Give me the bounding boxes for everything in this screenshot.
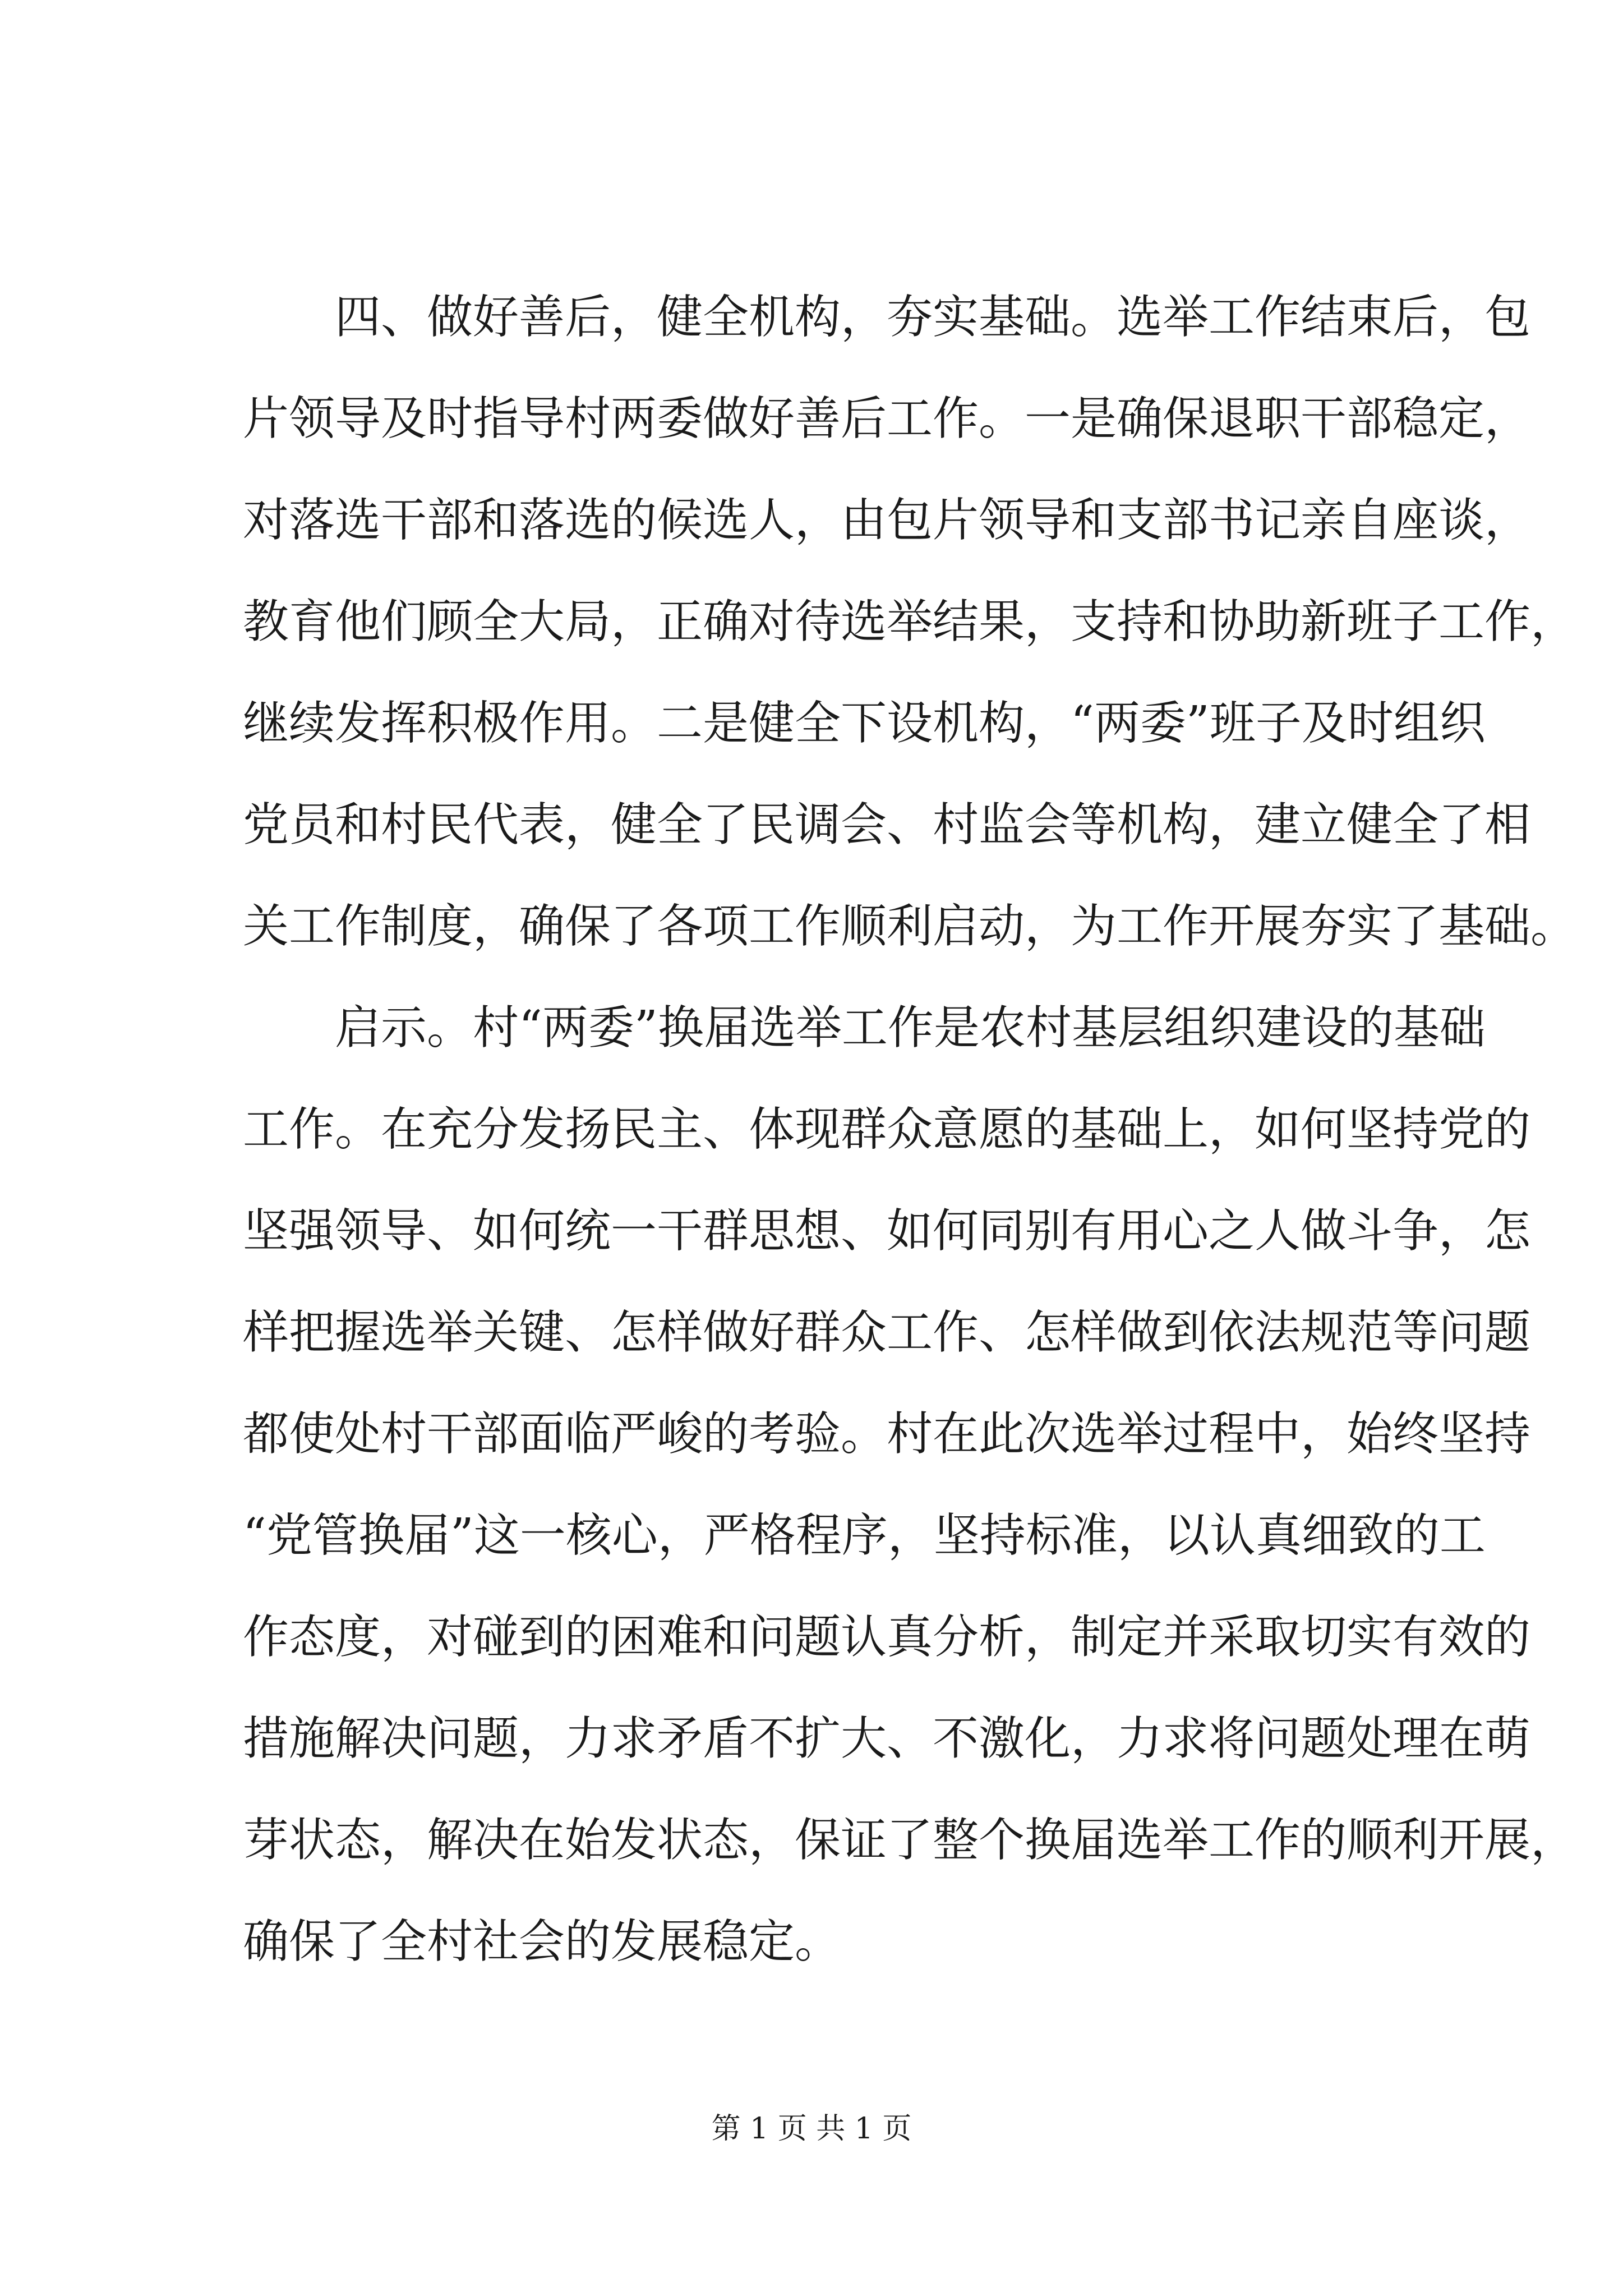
page-number-footer: 第 1 页 共 1 页 — [711, 2112, 912, 2146]
paragraph-2-line-1: 启示。村“两委”换届选举工作是农村基层组织建设的基础 — [335, 1001, 1486, 1055]
paragraph-2-line-6: “党管换届”这一核心，严格程序，坚持标准，以认真细致的工 — [243, 1509, 1486, 1562]
paragraph-1-line-5: 继续发挥积极作用。二是健全下设机构，“两委”班子及时组织 — [243, 697, 1486, 750]
paragraph-1-line-3: 对落选干部和落选的候选人，由包片领导和支部书记亲自座谈， — [243, 494, 1531, 547]
paragraph-1-line-7: 关工作制度，确保了各项工作顺利启动，为工作开展夯实了基础。 — [243, 900, 1577, 953]
paragraph-1-line-1: 四、做好善后，健全机构，夯实基础。选举工作结束后，包 — [335, 291, 1531, 344]
paragraph-1-line-2: 片领导及时指导村两委做好善后工作。一是确保退职干部稳定， — [243, 392, 1531, 445]
paragraph-2-line-4: 样把握选举关键、怎样做好群众工作、怎样做到依法规范等问题 — [243, 1306, 1531, 1359]
paragraph-1-line-4: 教育他们顾全大局，正确对待选举结果，支持和协助新班子工作， — [243, 595, 1577, 648]
paragraph-2-line-10: 确保了全村社会的发展稳定。 — [243, 1915, 841, 1968]
paragraph-2-line-2: 工作。在充分发扬民主、体现群众意愿的基础上，如何坚持党的 — [243, 1103, 1531, 1156]
paragraph-2-line-3: 坚强领导、如何统一干群思想、如何同别有用心之人做斗争，怎 — [243, 1204, 1531, 1258]
paragraph-2-line-5: 都使处村干部面临严峻的考验。村在此次选举过程中，始终坚持 — [243, 1407, 1531, 1461]
paragraph-1-line-6: 党员和村民代表，健全了民调会、村监会等机构，建立健全了相 — [243, 798, 1531, 852]
paragraph-2-line-7: 作态度，对碰到的困难和问题认真分析，制定并采取切实有效的 — [243, 1611, 1531, 1664]
paragraph-2-line-9: 芽状态，解决在始发状态，保证了整个换届选举工作的顺利开展， — [243, 1814, 1577, 1867]
document-body — [243, 266, 1577, 1993]
paragraph-2-line-8: 措施解决问题，力求矛盾不扩大、不激化，力求将问题处理在萌 — [243, 1712, 1531, 1765]
